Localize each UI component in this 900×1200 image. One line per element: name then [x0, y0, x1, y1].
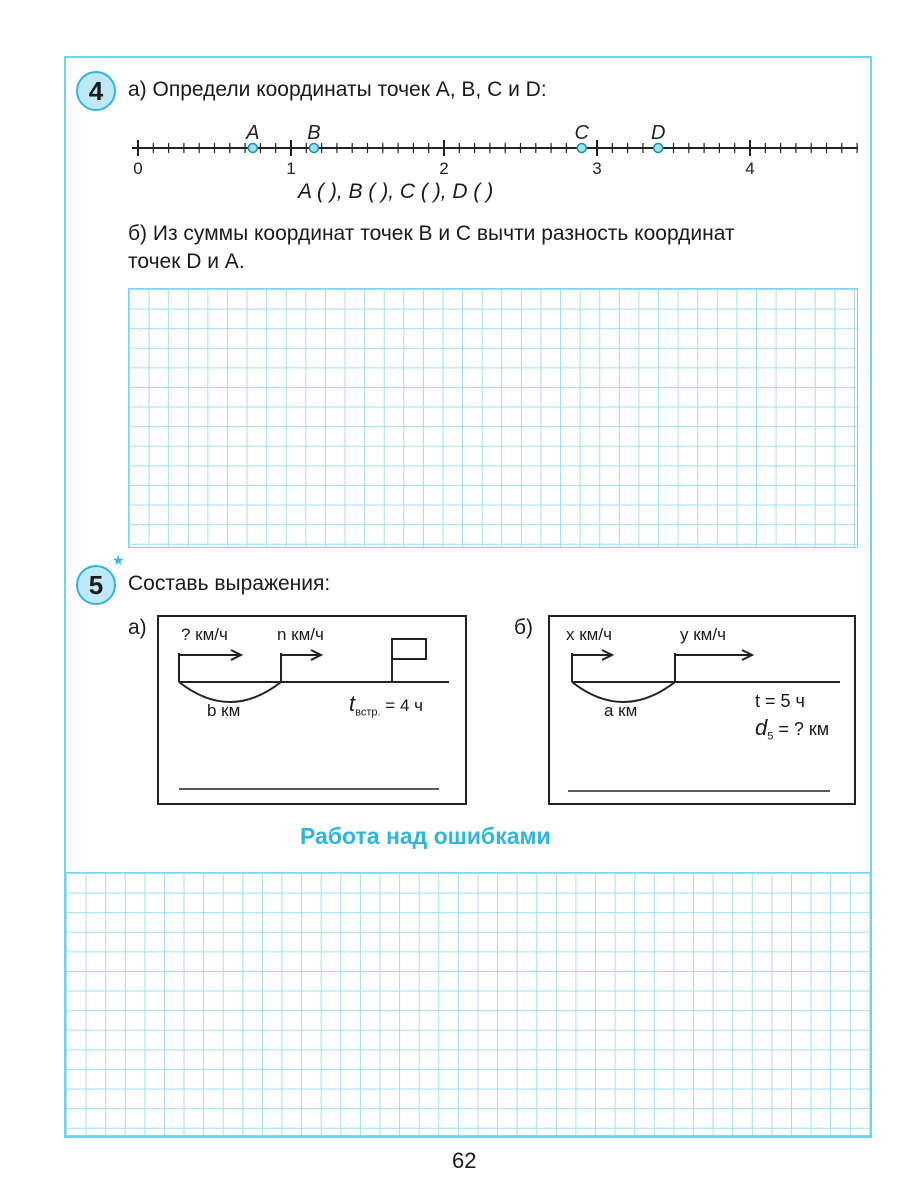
scheme-b-label: б) — [514, 616, 534, 639]
errors-section-heading: Работа над ошибками — [300, 823, 551, 849]
task4b-prompt-line1 — [128, 222, 735, 246]
scheme-b-speed2: y км/ч — [680, 625, 726, 644]
scheme-b-box — [548, 615, 856, 805]
task4b-text: Из суммы координат точек B и C вычти разность координат — [152, 222, 735, 245]
point-d — [654, 144, 663, 153]
scheme-a-speed2: n км/ч — [277, 625, 324, 644]
tick-label: 4 — [745, 159, 755, 178]
task4a-prompt — [128, 78, 547, 102]
answer-grid-errors[interactable] — [66, 872, 870, 1136]
task4b-prompt-line2: точек D и A. — [128, 250, 245, 273]
star-icon: ★ — [112, 552, 125, 568]
scheme-a-distance: b км — [207, 701, 241, 720]
tick-label: 1 — [286, 159, 296, 178]
tick-label: 3 — [592, 159, 602, 178]
scheme-a-meeting-time — [349, 691, 423, 718]
point-c — [577, 144, 586, 153]
task4b-label: б) — [128, 222, 148, 245]
number-line — [120, 112, 880, 184]
scheme-b-speed1: x км/ч — [566, 625, 612, 644]
scheme-a-label: а) — [128, 616, 147, 639]
coordinates-answer-line: A ( ), B ( ), C ( ), D ( ) — [298, 180, 494, 203]
task4a-label: а) — [128, 78, 147, 101]
point-label-d: D — [650, 122, 666, 144]
point-b — [309, 144, 318, 153]
scheme-a-speed1: ? км/ч — [181, 625, 228, 644]
d-subscript: 5 — [767, 730, 774, 743]
point-label-a: A — [246, 122, 260, 144]
scheme-b-distance-unknown — [755, 715, 829, 743]
d-value: = ? км — [778, 719, 830, 739]
time-subscript: встр. — [355, 706, 381, 719]
answer-grid-task4[interactable] — [128, 288, 858, 548]
page-number: 62 — [452, 1148, 477, 1173]
task4a-text: Определи координаты точек A, B, C и D: — [152, 78, 547, 101]
task-number-badge: 5 — [76, 565, 116, 605]
time-value: = 4 ч — [385, 696, 423, 715]
point-label-c: C — [574, 122, 589, 144]
tick-label: 0 — [133, 159, 143, 178]
time-symbol: t — [349, 691, 356, 716]
scheme-a-box — [157, 615, 467, 805]
d-symbol: d — [755, 715, 768, 740]
scheme-b-time: t = 5 ч — [755, 691, 805, 711]
point-label-b: B — [307, 122, 321, 144]
task5-title: Составь выражения: — [128, 572, 331, 595]
task-number-badge: 4 — [76, 71, 116, 111]
point-a — [248, 144, 257, 153]
tick-label: 2 — [439, 159, 449, 178]
scheme-b-distance: a км — [604, 701, 638, 720]
